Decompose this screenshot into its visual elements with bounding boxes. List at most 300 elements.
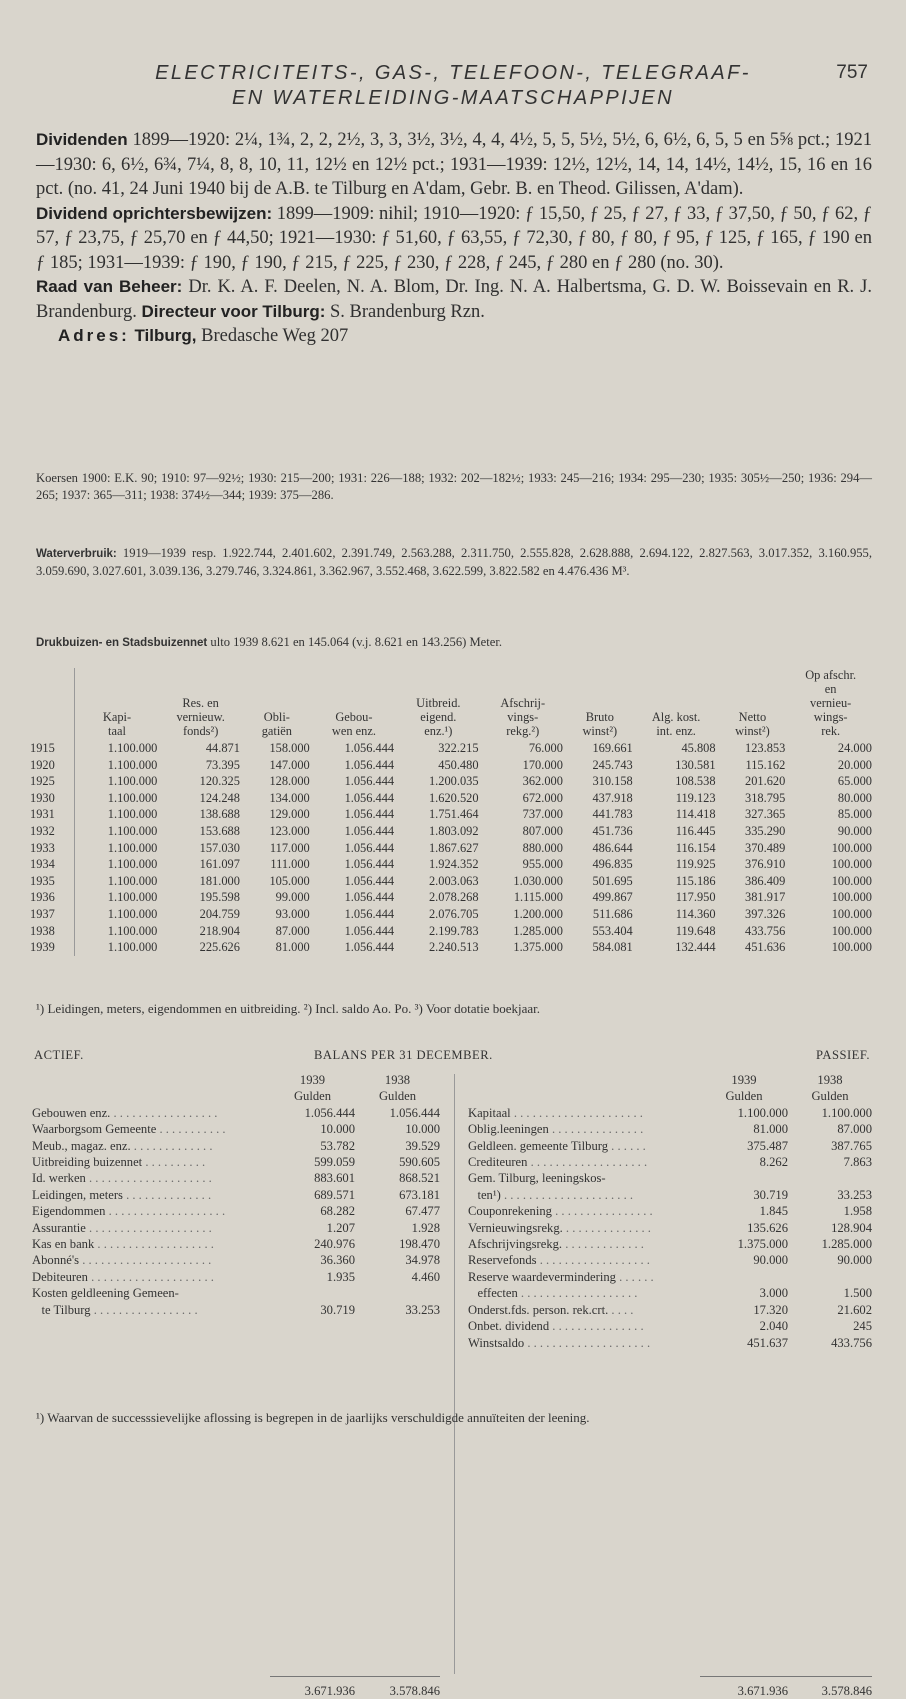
table-cell: 161.097: [199, 857, 240, 872]
table-cell: 100.000: [831, 840, 872, 855]
table-cell: 114.418: [675, 807, 716, 822]
table-cell: 119.925: [675, 857, 716, 872]
table-header-cell: Uitbreid. eigend. enz.¹): [416, 696, 461, 738]
balance-item-label: ten¹) . . . . . . . . . . . . . . . . . . . . .: [468, 1187, 637, 1202]
balance-value-1939: 10.000: [320, 1122, 355, 1137]
balans-title: BALANS PER 31 DECEMBER.: [314, 1048, 493, 1062]
table-cell: 1.751.464: [428, 807, 479, 822]
table-cell: 486.644: [592, 840, 633, 855]
table-header-cell: Afschrij- vings- rekg.²): [500, 696, 546, 738]
table-cell: 433.756: [745, 923, 786, 938]
table-header-cell: Bruto winst²): [582, 710, 618, 738]
table-year-cell: 1930: [30, 790, 55, 805]
balance-value-1938: 33.253: [405, 1302, 440, 1317]
table-cell: 158.000: [269, 741, 310, 755]
table-cell: 327.365: [745, 807, 786, 822]
table-cell: 584.081: [592, 940, 633, 955]
financial-table-header: [28, 668, 874, 740]
balance-row: [32, 1220, 440, 1236]
dot-leader: . . . . . . . . . . . . . . . . . . . .: [87, 1269, 218, 1284]
table-cell: 245.743: [592, 757, 633, 772]
table-year-cell: 1938: [30, 923, 55, 938]
financial-table-body: [28, 740, 874, 956]
balance-value-1938: 33.253: [837, 1187, 872, 1202]
balance-item-label: Meub., magaz. enz. . . . . . . . . . . . . .: [32, 1138, 216, 1153]
waterverbruik-paragraph: [36, 545, 872, 579]
dot-leader: . . . . . . . . . .: [142, 1155, 209, 1170]
table-cell: 511.686: [592, 906, 633, 921]
dot-leader: . . . . . . . . . . . . . .: [122, 1187, 215, 1202]
balance-value-1938: [788, 1269, 872, 1285]
table-cell: 1.056.444: [344, 823, 395, 838]
balance-value-1939: 599.059: [314, 1155, 355, 1170]
table-cell: 1.115.000: [513, 890, 563, 905]
balance-row: [468, 1285, 872, 1301]
balance-item-label: Couponrekening . . . . . . . . . . . . . . . .: [468, 1204, 656, 1219]
table-cell: 2.078.268: [428, 890, 479, 905]
balance-row: [468, 1170, 872, 1186]
dot-leader: . . . . . . . . . . . . . . . . .: [90, 1302, 201, 1317]
balance-item-label: Kas en bank . . . . . . . . . . . . . . . . . . .: [32, 1237, 218, 1252]
balance-value-1938: 21.602: [837, 1302, 872, 1317]
balance-value-1939: 30.719: [753, 1187, 788, 1202]
directeur-text: S. Brandenburg Rzn.: [325, 301, 485, 322]
table-cell: 134.000: [269, 790, 310, 805]
table-year-cell: 1932: [30, 823, 55, 838]
table-cell: 117.950: [675, 890, 716, 905]
table-cell: 100.000: [831, 940, 872, 955]
balance-row: [468, 1236, 872, 1252]
balance-value-1938: 39.529: [405, 1138, 440, 1153]
dot-leader: . . . . . .: [615, 1269, 657, 1284]
table-cell: 218.904: [199, 923, 240, 938]
balance-item-label: Onderst.fds. person. rek.crt. . . . .: [468, 1302, 637, 1317]
passief-unit1: Gulden: [725, 1089, 763, 1104]
table-cell: 153.688: [199, 823, 240, 838]
table-cell: 169.661: [592, 741, 633, 755]
balance-item-label: Winstsaldo . . . . . . . . . . . . . . . . . . . .: [468, 1335, 654, 1350]
table-cell: 1.375.000: [513, 940, 563, 955]
table-cell: 100.000: [831, 873, 872, 888]
table-cell: 451.636: [745, 940, 786, 955]
passief-unit-row: [468, 1088, 872, 1104]
table-cell: 450.480: [438, 757, 479, 772]
balance-item-label: te Tilburg . . . . . . . . . . . . . . . . .: [32, 1302, 201, 1317]
passief-items: [468, 1105, 872, 1351]
raad-text: Dr. K. A. F. Deelen, N. A. Blom, Dr. Ing. N. A. Halbertsma, G. D. W. Boissevain en R. J. Brandenburg.: [36, 277, 872, 322]
balance-item-label: Leidingen, meters . . . . . . . . . . . . . .: [32, 1187, 215, 1202]
table-year-cell: 1915: [30, 741, 55, 755]
table-cell: 1.056.444: [344, 940, 395, 955]
table-row: [28, 873, 874, 890]
balance-value-1939: 451.637: [747, 1335, 788, 1350]
balance-row: [32, 1138, 440, 1154]
table-cell: 1.100.000: [74, 823, 159, 840]
table-cell: 2.199.783: [428, 923, 479, 938]
balance-value-1939: 1.845: [759, 1204, 788, 1219]
table-cell: 1.056.444: [344, 774, 395, 789]
balance-value-1939: 30.719: [320, 1302, 355, 1317]
oprichters-paragraph: [36, 202, 872, 276]
balance-row: [468, 1252, 872, 1268]
balance-item-label: Waarborgsom Gemeente . . . . . . . . . . .: [32, 1122, 229, 1137]
drukbuizen-label: Drukbuizen- en Stadsbuizennet: [36, 637, 208, 649]
table-cell: 45.808: [681, 741, 716, 755]
table-year-cell: 1939: [30, 940, 55, 955]
table-row: [28, 806, 874, 823]
table-year-cell: 1925: [30, 774, 55, 789]
actief-items: [32, 1105, 440, 1318]
dot-leader: . . . . . . . . . . . . . . . . . . . .: [524, 1335, 654, 1350]
dot-leader: . . . . . . . . . . . . . . .: [549, 1319, 647, 1334]
balance-value-1938: 1.928: [411, 1220, 440, 1235]
dot-leader: . . . . . . . . . . . . . . . . . . . . .: [79, 1253, 215, 1268]
balance-footnote: ¹) Waarvan de successsievelijke aflossing is begrepen in de jaarlijks verschuldigde annuïteiten der leening.: [36, 1410, 590, 1425]
dot-leader: . . . . . . . . . . . . . . . . . . .: [94, 1237, 218, 1252]
balance-value-1939: [700, 1170, 788, 1186]
table-year-cell: 1931: [30, 807, 55, 822]
header-title-line1: ELECTRICITEITS-, GAS-, TELEFOON-, TELEGRAAF-: [155, 62, 751, 84]
passief-side: [468, 1072, 872, 1351]
balance-value-1938: 1.500: [843, 1286, 872, 1301]
balance-item-label: Reservefonds . . . . . . . . . . . . . . . . . .: [468, 1253, 654, 1268]
table-cell: 87.000: [275, 923, 310, 938]
table-cell: 1.200.000: [513, 906, 563, 921]
balance-value-1938: 1.100.000: [821, 1105, 872, 1120]
balance-row: [468, 1121, 872, 1137]
table-cell: 119.648: [675, 923, 716, 938]
table-cell: 737.000: [522, 807, 563, 822]
adres-paragraph: [36, 324, 872, 349]
drukbuizen-paragraph: [36, 634, 872, 652]
table-cell: 1.056.444: [344, 923, 395, 938]
dot-leader: . . . . . . . . . . . . .: [562, 1237, 648, 1252]
table-cell: 362.000: [522, 774, 563, 789]
table-cell: 129.000: [269, 807, 310, 822]
table-year-cell: 1935: [30, 873, 55, 888]
table-cell: 1.100.000: [74, 873, 159, 890]
balance-item-label: Kosten geldleening Gemeen-: [32, 1286, 179, 1301]
table-cell: 65.000: [837, 774, 872, 789]
balance-row: [468, 1220, 872, 1236]
table-cell: 441.783: [592, 807, 633, 822]
table-header-cell: Res. en vernieuw. fonds²): [176, 696, 225, 738]
table-row: [28, 773, 874, 790]
balance-row: [32, 1121, 440, 1137]
balance-value-1939: 1.056.444: [304, 1105, 355, 1120]
table-cell: 1.100.000: [74, 840, 159, 857]
table-cell: 1.924.352: [428, 857, 479, 872]
table-cell: 170.000: [522, 757, 563, 772]
balance-value-1939: 53.782: [320, 1138, 355, 1153]
table-cell: 672.000: [522, 790, 563, 805]
balance-value-1938: 7.863: [843, 1155, 872, 1170]
table-cell: 386.409: [745, 873, 786, 888]
balance-item-label: Eigendommen . . . . . . . . . . . . . . . . . . .: [32, 1204, 229, 1219]
passief-year2: 1938: [817, 1073, 843, 1087]
table-cell: 2.240.513: [428, 940, 479, 955]
passief-year-row: [468, 1072, 872, 1088]
table-cell: 85.000: [837, 807, 872, 822]
drukbuizen-text: ulto 1939 8.621 en 145.064 (v.j. 8.621 en 143.256) Meter.: [207, 635, 503, 649]
dot-leader: . . . . . . . . . . . . . . . . . .: [536, 1253, 654, 1268]
table-cell: 1.100.000: [74, 889, 159, 906]
balance-item-label: Oblig.leeningen . . . . . . . . . . . . . . .: [468, 1122, 647, 1137]
actief-total-1938: 3.578.846: [389, 1684, 440, 1698]
table-cell: 138.688: [199, 807, 240, 822]
balance-value-1939: 90.000: [753, 1253, 788, 1268]
balance-value-1939: 883.601: [314, 1171, 355, 1186]
table-year-cell: 1920: [30, 757, 55, 772]
table-cell: 117.000: [269, 840, 310, 855]
table-cell: 2.076.705: [428, 906, 479, 921]
table-cell: 115.186: [675, 873, 716, 888]
balance-item-label: Gem. Tilburg, leeningskos-: [468, 1171, 606, 1186]
table-cell: 204.759: [199, 906, 240, 921]
balance-value-1939: 240.976: [314, 1237, 355, 1252]
balance-value-1938: 868.521: [399, 1171, 440, 1186]
balance-value-1939: [270, 1285, 355, 1301]
table-cell: 181.000: [199, 873, 240, 888]
balance-value-1938: 245: [853, 1319, 872, 1334]
table-year-cell: 1933: [30, 840, 55, 855]
table-cell: 20.000: [837, 757, 872, 772]
table-footnote: ¹) Leidingen, meters, eigendommen en uitbreiding. ²) Incl. saldo Ao. Po. ³) Voor dotatie boekjaar.: [36, 1001, 541, 1016]
balance-row: [32, 1105, 440, 1121]
balance-value-1938: 590.605: [399, 1155, 440, 1170]
dot-leader: . . . .: [608, 1302, 637, 1317]
balance-item-label: Assurantie . . . . . . . . . . . . . . . . . . . .: [32, 1220, 215, 1235]
balance-row: [32, 1252, 440, 1268]
dot-leader: . . . . . . . . . . . . . . . . . . .: [517, 1286, 641, 1301]
table-cell: 44.871: [205, 741, 240, 755]
table-cell: 322.215: [438, 741, 479, 755]
table-cell: 108.538: [675, 774, 716, 789]
balance-value-1938: 1.056.444: [389, 1105, 440, 1120]
balance-value-1938: 34.978: [405, 1253, 440, 1268]
balance-row: [468, 1203, 872, 1219]
table-cell: 1.100.000: [74, 806, 159, 823]
table-cell: 81.000: [275, 940, 310, 955]
balance-value-1938: 387.765: [831, 1138, 872, 1153]
table-cell: 1.100.000: [74, 923, 159, 940]
balance-value-1938: 128.904: [831, 1220, 872, 1235]
waterverbruik-label: Waterverbruik:: [36, 548, 117, 560]
header-title-line2: EN WATERLEIDING-MAATSCHAPPIJEN: [231, 87, 675, 109]
table-row: [28, 923, 874, 940]
balance-row: [32, 1187, 440, 1203]
balance-item-label: Onbet. dividend . . . . . . . . . . . . . . .: [468, 1319, 647, 1334]
table-cell: 124.248: [199, 790, 240, 805]
table-cell: 1.100.000: [74, 939, 159, 956]
balance-row: [32, 1236, 440, 1252]
financial-table: [28, 668, 874, 956]
koersen-paragraph: Koersen 1900: E.K. 90; 1910: 97—92½; 1930: 215—200; 1931: 226—188; 1932: 202—182½; 1933: 245—216; 1934: 295—230; 1935: 305½—250; 1936: 294—265; 1937: 365—311; 1938: 374½—344; 1939: 375—286.: [36, 471, 872, 502]
table-cell: 132.444: [675, 940, 716, 955]
balance-value-1938: 1.285.000: [821, 1237, 872, 1252]
table-row: [28, 856, 874, 873]
adres-text: Bredasche Weg 207: [196, 326, 349, 346]
balance-row: [468, 1187, 872, 1203]
balance-row: [468, 1154, 872, 1170]
table-cell: 225.626: [199, 940, 240, 955]
table-cell: 119.123: [675, 790, 716, 805]
table-cell: 335.290: [745, 823, 786, 838]
table-cell: 1.056.444: [344, 790, 395, 805]
table-cell: 1.100.000: [74, 856, 159, 873]
balance-item-label: Crediteuren . . . . . . . . . . . . . . . . . . .: [468, 1155, 651, 1170]
table-cell: 1.867.627: [428, 840, 479, 855]
table-cell: 73.395: [205, 757, 240, 772]
table-cell: 880.000: [522, 840, 563, 855]
table-header-cell: Obli- gatiën: [261, 710, 292, 738]
table-cell: 1.056.444: [344, 873, 395, 888]
dot-leader: . . . . . . . . . . .: [156, 1122, 229, 1137]
balance-row: [32, 1170, 440, 1186]
table-cell: 2.003.063: [428, 873, 479, 888]
table-cell: 105.000: [269, 873, 310, 888]
table-cell: 93.000: [275, 906, 310, 921]
balance-value-1939: 2.040: [759, 1319, 788, 1334]
table-cell: 496.835: [592, 857, 633, 872]
adres-city: Tilburg,: [134, 326, 197, 345]
table-cell: 499.867: [592, 890, 633, 905]
table-row: [28, 906, 874, 923]
table-cell: 1.100.000: [74, 757, 159, 774]
dot-leader: . . . . . . . . . . . . . . . .: [551, 1204, 656, 1219]
table-header-cell: [28, 668, 74, 740]
table-cell: 437.918: [592, 790, 633, 805]
actief-year2: 1938: [384, 1073, 411, 1087]
balance-divider: [454, 1074, 455, 1674]
actief-unit1: Gulden: [293, 1089, 332, 1104]
table-cell: 115.162: [745, 757, 786, 772]
dividenden-text: 1899—1920: 2¼, 1¾, 2, 2, 2½, 3, 3, 3½, 3½, 4, 4, 4½, 5, 5, 5½, 5½, 6, 6½, 6, 5, 5 en 5⅝ pct.; 1921—1930: 6, 6½, 6¾, 7¼, 8, 8, 10, 11, 12½ en 12½ pct.; 1931—1939: 12½, 12½, 14, 14, 14½, 14½, 15, 16 en 16 pct. (no. 41, 24 Juni 1940 bij de A.B. te Tilburg en A'dam, Gebr. B. en Theod. Gilissen, A'dam).: [36, 130, 872, 199]
oprichters-text: 1899—1909: nihil; 1910—1920: ƒ 15,50, ƒ 25, ƒ 27, ƒ 33, ƒ 37,50, ƒ 50, ƒ 62, ƒ 57, ƒ 23,75, ƒ 25,70 en ƒ 44,50; 1921—1930: ƒ 51,60, ƒ 63,55, ƒ 72,30, ƒ 80, ƒ 80, ƒ 95, ƒ 125, ƒ 165, ƒ 190 en ƒ 185; 1931—1939: ƒ 190, ƒ 190, ƒ 215, ƒ 225, ƒ 230, ƒ 228, ƒ 245, ƒ 280 en ƒ 280 (no. 30).: [36, 203, 872, 273]
table-cell: 1.056.444: [344, 741, 395, 755]
table-cell: 80.000: [837, 790, 872, 805]
actief-total-line: [270, 1676, 440, 1677]
table-cell: 76.000: [528, 741, 563, 755]
balance-value-1939: 1.375.000: [737, 1237, 788, 1252]
balance-value-1939: 36.360: [320, 1253, 355, 1268]
balance-item-label: effecten . . . . . . . . . . . . . . . . . . .: [468, 1286, 641, 1301]
table-cell: 370.489: [745, 840, 786, 855]
table-cell: 1.056.444: [344, 857, 395, 872]
table-row: [28, 757, 874, 774]
passief-heading: PASSIEF.: [816, 1048, 870, 1062]
balance-item-label: Id. werken . . . . . . . . . . . . . . . . . . . .: [32, 1171, 215, 1186]
actief-unit2: Gulden: [378, 1089, 417, 1104]
table-cell: 123.000: [269, 823, 310, 838]
actief-year1: 1939: [299, 1073, 326, 1087]
balance-value-1938: 4.460: [411, 1269, 440, 1284]
balance-item-label: Uitbreiding buizennet . . . . . . . . . .: [32, 1155, 209, 1170]
actief-total-1939: 3.671.936: [304, 1684, 355, 1698]
balance-value-1938: 87.000: [837, 1122, 872, 1137]
waterverbruik-text: 1919—1939 resp. 1.922.744, 2.401.602, 2.391.749, 2.563.288, 2.311.750, 2.555.828, 2.628.888, 2.694.122, 2.827.563, 3.017.352, 3.160.955, 3.059.690, 3.027.601, 3.039.136, 3.279.746, 3.324.861, 3.362.967, 3.552.468, 3.622.599, 3.822.582 en 4.476.436 M³.: [36, 546, 872, 578]
balance-item-label: Abonné's . . . . . . . . . . . . . . . . . . . . .: [32, 1253, 215, 1268]
dividenden-paragraph: [36, 128, 872, 202]
raad-label: Raad van Beheer:: [36, 277, 183, 296]
dot-leader: . . . . . . . . . . . . . . .: [548, 1122, 647, 1137]
balance-value-1939: 68.282: [320, 1204, 355, 1219]
balance-value-1938: 67.477: [405, 1204, 440, 1219]
table-cell: 100.000: [831, 857, 872, 872]
passief-year1: 1939: [731, 1073, 757, 1087]
table-cell: 116.445: [675, 823, 716, 838]
table-cell: 1.200.035: [428, 774, 479, 789]
balance-row: [32, 1302, 440, 1318]
dot-leader: . . . . . . . . . . . . . . . . . . . . .: [510, 1105, 647, 1120]
balance-value-1939: 81.000: [753, 1122, 788, 1137]
balance-item-label: Gebouwen enz. . . . . . . . . . . . . . . . . .: [32, 1105, 221, 1120]
balance-row: [468, 1335, 872, 1351]
adres-label: Adres:: [58, 326, 130, 345]
table-row: [28, 823, 874, 840]
actief-year-row: [32, 1072, 440, 1088]
balance-row: [468, 1269, 872, 1285]
passief-total-1938: 3.578.846: [821, 1684, 872, 1698]
dot-leader: . . . . . . . . . . . . . . . . .: [110, 1105, 221, 1120]
table-cell: 1.100.000: [74, 773, 159, 790]
main-text: [36, 128, 872, 349]
balance-value-1938: 90.000: [837, 1253, 872, 1268]
balance-value-1939: 8.262: [759, 1155, 788, 1170]
table-cell: 195.598: [199, 890, 240, 905]
balance-item-label: Geldleen. gemeente Tilburg . . . . . .: [468, 1138, 649, 1153]
table-cell: 147.000: [269, 757, 310, 772]
balance-value-1939: 1.100.000: [737, 1105, 788, 1120]
table-header-cell: Kapi- taal: [74, 668, 159, 740]
balance-headings: [32, 1048, 874, 1066]
table-cell: 1.056.444: [344, 807, 395, 822]
balance-value-1938: [355, 1285, 440, 1301]
table-cell: 1.100.000: [74, 740, 159, 757]
dot-leader: . . . . . . . . . . . . . . . . . . .: [527, 1155, 651, 1170]
dot-leader: . . . . . . . . . . . . . . . . . . . .: [85, 1171, 215, 1186]
table-cell: 318.795: [745, 790, 786, 805]
table-cell: 1.056.444: [344, 840, 395, 855]
balance-row: [468, 1318, 872, 1334]
balance-item-label: Afschrijvingsrekg. . . . . . . . . . . . . .: [468, 1237, 648, 1252]
table-cell: 451.736: [592, 823, 633, 838]
balance-value-1939: 1.935: [326, 1269, 355, 1284]
table-cell: 1.056.444: [344, 757, 395, 772]
table-cell: 24.000: [837, 741, 872, 755]
table-cell: 111.000: [270, 857, 310, 872]
table-cell: 807.000: [522, 823, 563, 838]
actief-side: [32, 1072, 440, 1318]
table-cell: 553.404: [592, 923, 633, 938]
oprichters-label: Dividend oprichtersbewijzen:: [36, 203, 273, 223]
table-year-cell: 1934: [30, 857, 55, 872]
dot-leader: . . . . . . . . . . . . .: [130, 1138, 216, 1153]
balance-item-label: Debiteuren . . . . . . . . . . . . . . . . . . . .: [32, 1269, 218, 1284]
dot-leader: . . . . . . . . . . . . . . . . . . . .: [85, 1220, 215, 1235]
balance-value-1938: [788, 1170, 872, 1186]
balance-value-1939: 1.207: [326, 1220, 355, 1235]
balance-row: [468, 1105, 872, 1121]
table-cell: 116.154: [675, 840, 716, 855]
dot-leader: . . . . . . . . . . . . . .: [562, 1220, 655, 1235]
balance-row: [468, 1138, 872, 1154]
table-cell: 100.000: [831, 923, 872, 938]
balance-value-1939: 689.571: [314, 1187, 355, 1202]
table-cell: 1.056.444: [344, 890, 395, 905]
table-header-cell: Alg. kost. int. enz.: [651, 710, 701, 738]
balance-item-label: Reserve waardevermindering . . . . . .: [468, 1269, 657, 1284]
